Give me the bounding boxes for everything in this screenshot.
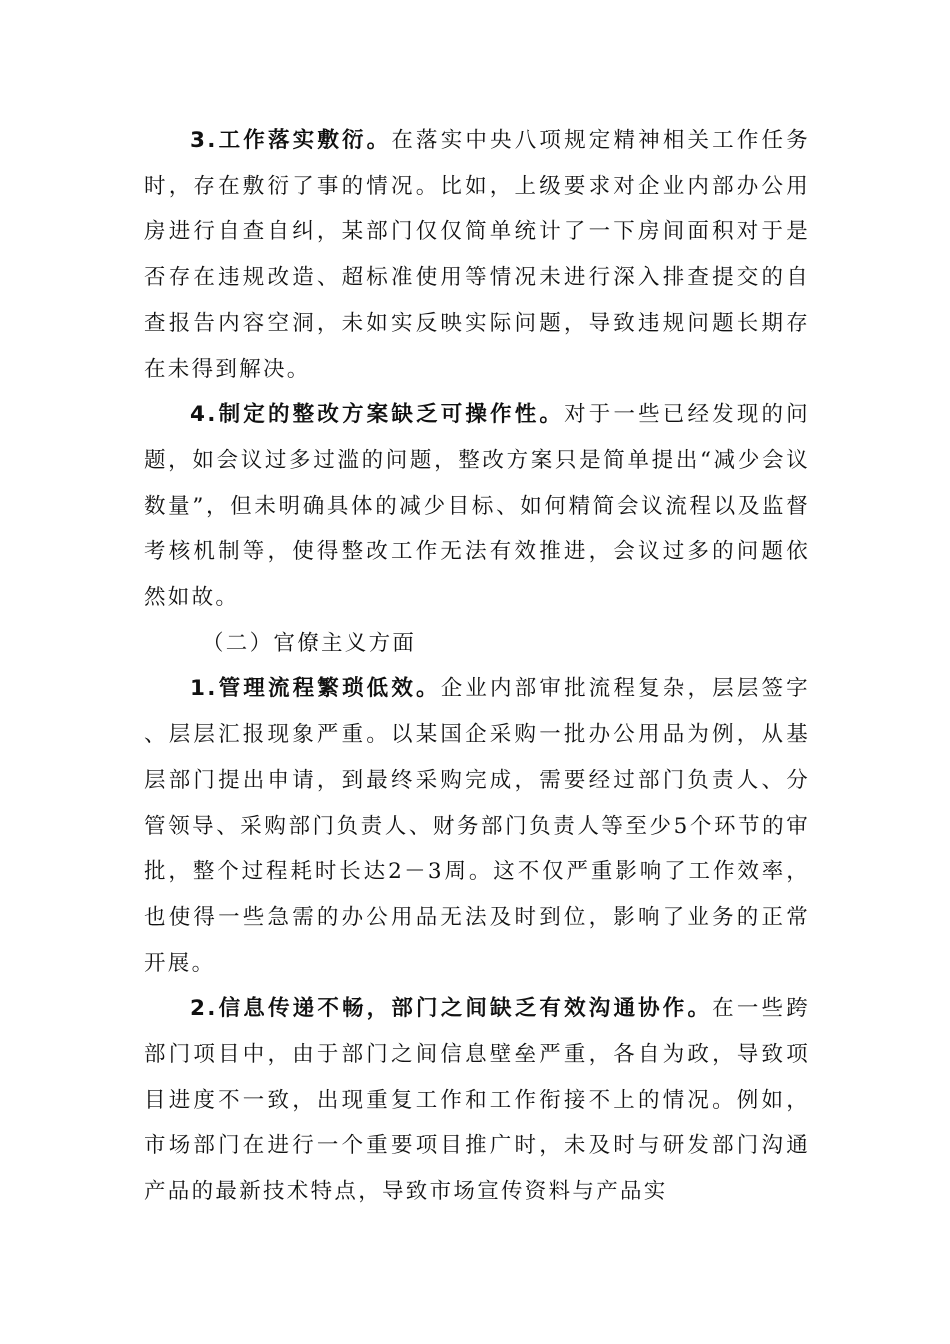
paragraph-work-implementation <box>144 118 810 392</box>
paragraph-management-process <box>144 666 810 986</box>
paragraph-rectification-plan <box>144 392 810 621</box>
paragraph-lead: 1.管理流程繁琐低效。 <box>190 676 441 702</box>
paragraph-body: 企业内部审批流程复杂，层层签字、层层汇报现象严重。以某国企采购一批办公用品为例，从基层部门提出申请，到最终采购完成，需要经过部门负责人、分管领导、采购部门负责人、财务部门负责人等至少5个环节的审批，整个过程耗时长达2－3周。这不仅严重影响了工作效率，也使得一些急需的办公用品无法及时到位，影响了业务的正常开展。 <box>144 676 810 976</box>
paragraph-lead: 2.信息传递不畅，部门之间缺乏有效沟通协作。 <box>190 996 713 1022</box>
document-page <box>144 118 810 1215</box>
paragraph-lead: 3.工作落实敷衍。 <box>190 128 392 153</box>
paragraph-information-flow <box>144 986 810 1215</box>
section-heading: （二）官僚主义方面 <box>202 630 417 656</box>
paragraph-body: 在落实中央八项规定精神相关工作任务时，存在敷衍了事的情况。比如，上级要求对企业内部办公用房进行自查自纠，某部门仅仅简单统计了一下房间面积对于是否存在违规改造、超标准使用等情况未进行深入排查提交的自查报告内容空洞，未如实反映实际问题，导致违规问题长期存在未得到解决。 <box>144 128 811 382</box>
paragraph-body: 在一些跨部门项目中，由于部门之间信息壁垒严重，各自为政，导致项目进度不一致，出现重复工作和工作衔接不上的情况。例如，市场部门在进行一个重要项目推广时，未及时与研发部门沟通产品的最新技术特点，导致市场宣传资料与产品实 <box>144 996 811 1205</box>
paragraph-lead: 4.制定的整改方案缺乏可操作性。 <box>190 402 565 428</box>
paragraph-body: 对于一些已经发现的问题，如会议过多过滥的问题，整改方案只是简单提出“减少会议数量”，但未明确具体的减少目标、如何精简会议流程以及监督考核机制等，使得整改工作无法有效推进，会议过多的问题依然如故。 <box>144 402 810 611</box>
